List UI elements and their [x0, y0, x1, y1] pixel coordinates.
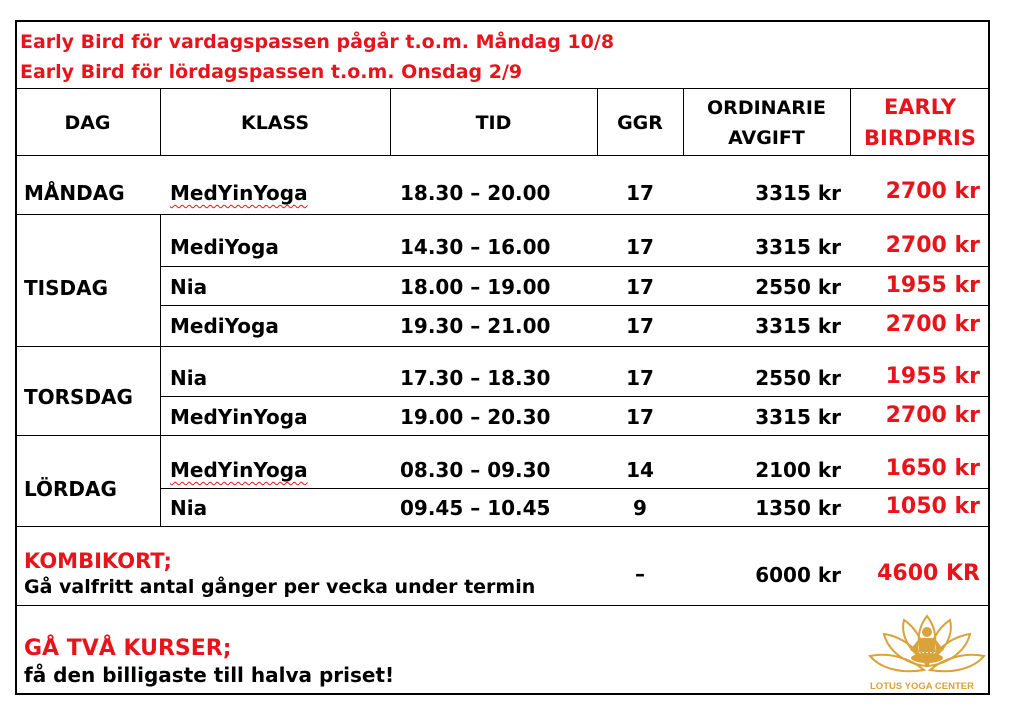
divider: [160, 488, 990, 489]
early-bird-weekday-notice: Early Bird för vardagspassen pågår t.o.m. Måndag 10/8: [20, 31, 615, 53]
table-row-time: 09.45 – 10.45: [400, 496, 551, 520]
divider: [15, 346, 990, 347]
day-lordag: LÖRDAG: [24, 477, 117, 501]
table-row-ordinarie: 3315 kr: [755, 181, 841, 205]
kombikort-title: KOMBIKORT;: [24, 549, 172, 573]
table-row-class: MediYoga: [170, 235, 279, 259]
table-row-early: 2700 kr: [885, 403, 980, 428]
table-row-early: 1650 kr: [885, 456, 980, 481]
lotus-yoga-center-logo: [866, 610, 988, 694]
table-row-ggr: 17: [626, 366, 654, 390]
divider: [15, 88, 990, 89]
day-tisdag: TISDAG: [24, 276, 108, 300]
table-row-class: Nia: [170, 366, 208, 390]
divider: [160, 266, 990, 267]
two-courses-description: få den billigaste till halva priset!: [24, 663, 395, 687]
header-dag: DAG: [64, 112, 111, 134]
table-row-time: 19.30 – 21.00: [400, 314, 551, 338]
header-birdpris: BIRDPRIS: [864, 126, 976, 150]
divider: [15, 214, 990, 215]
table-row-early: 1955 kr: [885, 364, 980, 389]
day-torsdag: TORSDAG: [24, 385, 133, 409]
table-row-ggr: 14: [626, 458, 654, 482]
table-row-ggr: 17: [626, 405, 654, 429]
table-row-ggr: 17: [626, 275, 654, 299]
table-row-ordinarie: 2550 kr: [755, 366, 841, 390]
table-row-ordinarie: 3315 kr: [755, 405, 841, 429]
early-bird-saturday-notice: Early Bird för lördagspassen t.o.m. Onsdag 2/9: [20, 61, 523, 83]
header-avgift: AVGIFT: [728, 127, 805, 149]
divider: [15, 155, 990, 156]
table-row-class: [170, 183, 308, 203]
divider: [160, 305, 990, 306]
logo-text: LOTUS YOGA CENTER: [870, 681, 974, 692]
table-row-time: 19.00 – 20.30: [400, 405, 551, 429]
table-row-ggr: 17: [626, 314, 654, 338]
two-courses-title: GÅ TVÅ KURSER;: [24, 636, 232, 661]
header-ggr: GGR: [617, 112, 663, 134]
kombikort-ggr: –: [635, 562, 645, 586]
divider: [160, 346, 161, 435]
table-row-ordinarie: 3315 kr: [755, 235, 841, 259]
table-row-time: 08.30 – 09.30: [400, 458, 551, 482]
kombikort-ordinarie: 6000 kr: [755, 563, 841, 587]
table-row-class: MediYoga: [170, 314, 279, 338]
table-row-early: 2700 kr: [885, 233, 980, 258]
table-row-ordinarie: 1350 kr: [755, 496, 841, 520]
kombikort-description: Gå valfritt antal gånger per vecka under termin: [24, 576, 536, 598]
table-row-early: 2700 kr: [885, 312, 980, 337]
header-tid: TID: [475, 112, 512, 134]
table-row-class: Nia: [170, 275, 208, 299]
divider: [160, 435, 161, 526]
table-row-time: 17.30 – 18.30: [400, 366, 551, 390]
divider: [15, 435, 990, 436]
table-row-ordinarie: 2100 kr: [755, 458, 841, 482]
table-row-ordinarie: 3315 kr: [755, 314, 841, 338]
divider: [15, 526, 990, 527]
table-row-class: [170, 460, 308, 480]
divider: [15, 605, 990, 606]
table-row-time: 18.30 – 20.00: [400, 181, 551, 205]
class-name: MedYinYoga: [170, 458, 308, 482]
table-row-ordinarie: 2550 kr: [755, 275, 841, 299]
table-row-ggr: 9: [633, 496, 647, 520]
header-klass: KLASS: [240, 112, 310, 134]
header-ordinarie: ORDINARIE: [707, 97, 826, 119]
table-row-early: 1050 kr: [885, 494, 980, 519]
table-row-time: 18.00 – 19.00: [400, 275, 551, 299]
table-row-class: MedYinYoga: [170, 405, 308, 429]
table-row-early: 2700 kr: [885, 179, 980, 204]
divider: [160, 396, 990, 397]
table-row-class: Nia: [170, 496, 208, 520]
header-early: EARLY: [883, 95, 957, 119]
table-row-early: 1955 kr: [885, 273, 980, 298]
day-mandag: MÅNDAG: [24, 181, 125, 205]
kombikort-early: 4600 KR: [877, 561, 980, 586]
table-row-ggr: 17: [626, 235, 654, 259]
divider: [160, 214, 161, 346]
table-row-ggr: 17: [626, 181, 654, 205]
class-name: MedYinYoga: [170, 181, 308, 205]
table-row-time: 14.30 – 16.00: [400, 235, 551, 259]
